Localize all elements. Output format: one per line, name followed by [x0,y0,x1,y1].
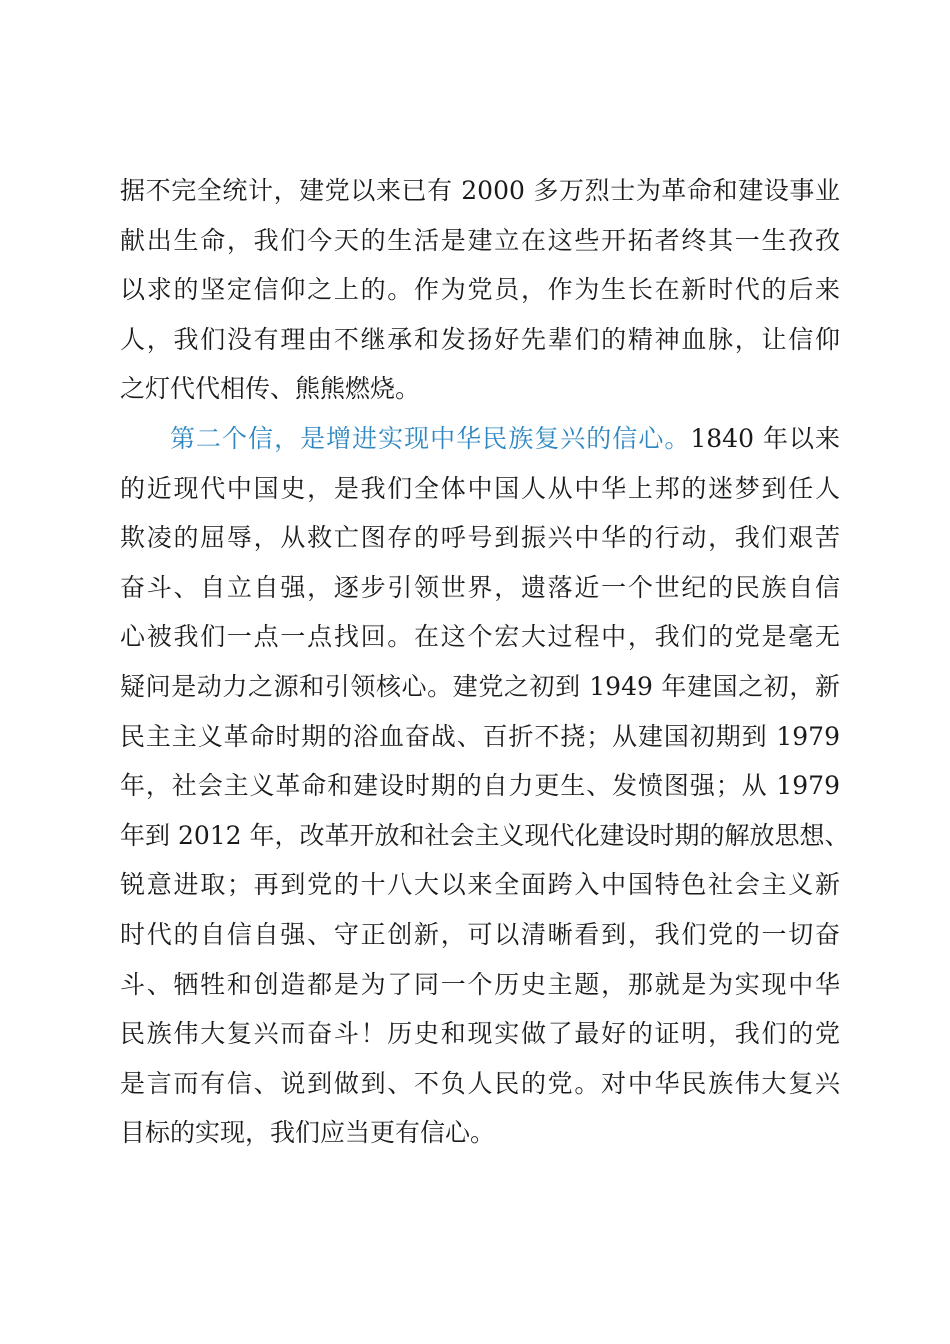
text-line: 时代的自信自强、守正创新，可以清晰看到，我们党的一切奋 [120,919,840,949]
text-line: 目标的实现，我们应当更有信心。 [120,1118,496,1148]
paragraph-1 [120,166,840,414]
text-line: 欺凌的屈辱，从救亡图存的呼号到振兴中华的行动，我们艰苦 [120,523,840,553]
text-line: 锐意进取；再到党的十八大以来全面跨入中国特色社会主义新 [120,870,840,900]
text-line: 的近现代中国史，是我们全体中国人从中华上邦的迷梦到任人 [120,473,840,503]
text-line: 据不完全统计，建党以来已有 2000 多万烈士为革命和建设事业 [120,176,840,205]
body-text [120,166,850,1158]
text-line: 年，社会主义革命和建设时期的自力更生、发愤图强；从 1979 [120,771,840,801]
text-line: 年到 2012 年，改革开放和社会主义现代化建设时期的解放思想、 [120,820,850,850]
text-line: 之灯代代相传、熊熊燃烧。 [120,374,421,404]
text-line: 献出生命，我们今天的生活是建立在这些开拓者终其一生孜孜 [120,225,840,255]
paragraph-2-first-line [120,414,840,464]
text-line: 疑问是动力之源和引领核心。建党之初到 1949 年建国之初，新 [120,671,840,701]
text-line: 是言而有信、说到做到、不负人民的党。对中华民族伟大复兴 [120,1068,840,1098]
paragraph-2 [120,414,850,1158]
text-line: 民主主义革命时期的浴血奋战、百折不挠；从建国初期到 1979 [120,721,840,751]
text-line: 以求的坚定信仰之上的。作为党员，作为生长在新时代的后来 [120,275,840,305]
text-line: 奋斗、自立自强，逐步引领世界，遗落近一个世纪的民族自信 [120,572,840,602]
section-heading: 第二个信，是增进实现中华民族复兴的信心。 [170,423,691,453]
text-line: 斗、牺牲和创造都是为了同一个历史主题，那就是为实现中华 [120,969,840,999]
text-line: 人，我们没有理由不继承和发扬好先辈们的精神血脉，让信仰 [120,324,840,354]
text-line: 民族伟大复兴而奋斗！历史和现实做了最好的证明，我们的党 [120,1019,840,1049]
text-line: 心被我们一点一点找回。在这个宏大过程中，我们的党是毫无 [120,622,840,652]
text-span: 1840 年以来 [690,423,840,453]
